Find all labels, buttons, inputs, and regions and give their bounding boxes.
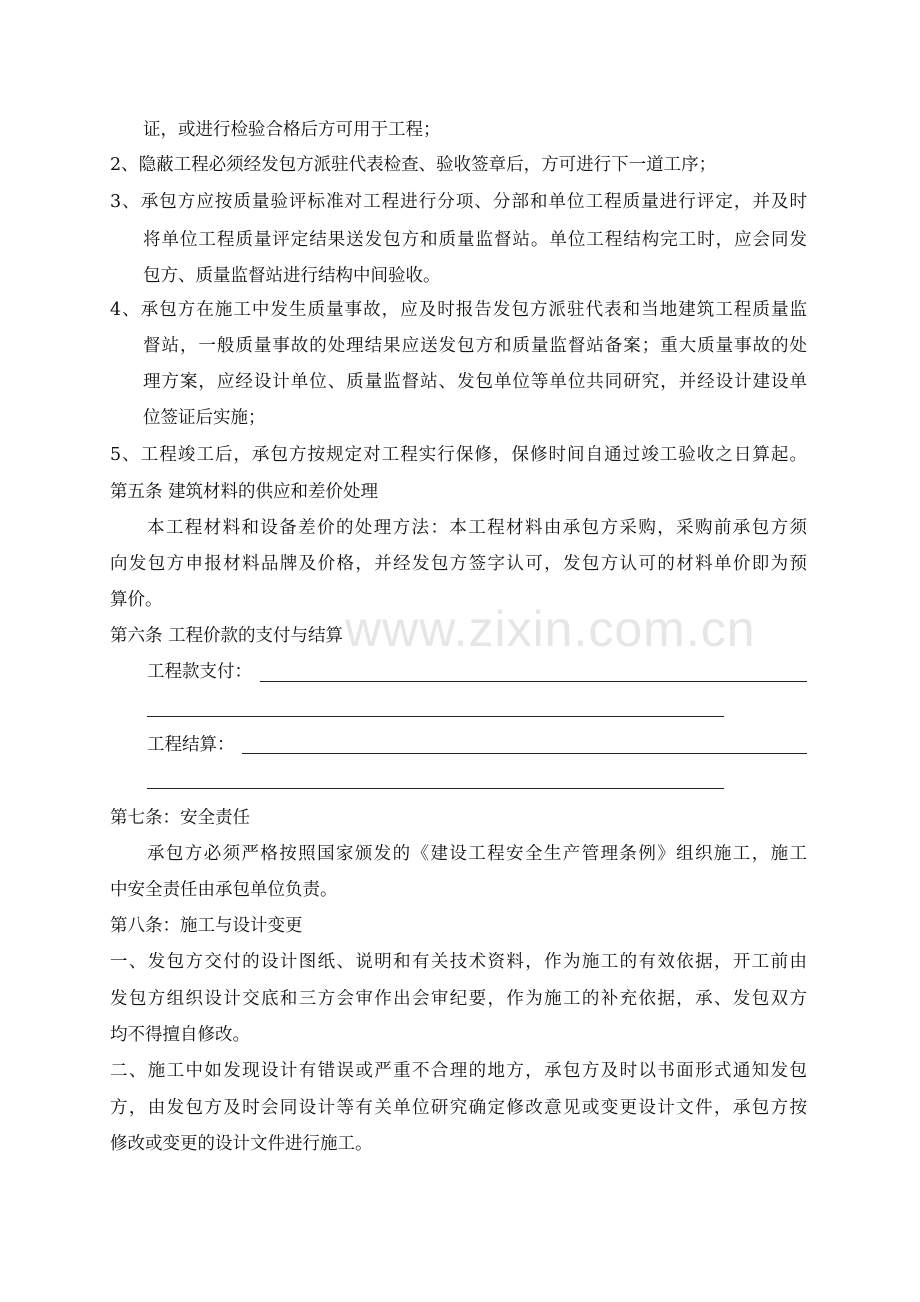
article-8-item-2-line-3: 修改或变更的设计文件进行施工。 xyxy=(110,1134,373,1154)
item-4-line-2: 督站，一般质量事故的处理结果应送发包方和质量监督站备案；重大质量事故的处 xyxy=(143,336,807,356)
article-5-para-line-3: 算价。 xyxy=(110,590,163,610)
payment-label: 工程款支付： xyxy=(147,662,252,682)
article-7-heading: 第七条：安全责任 xyxy=(110,808,250,828)
item-4-line-4: 位签证后实施； xyxy=(143,408,266,428)
watermark: www.zixin.com.cn xyxy=(345,601,756,657)
article-8-item-2-line-1: 二、施工中如发现设计有错误或严重不合理的地方，承包方及时以书面形式通知发包 xyxy=(110,1061,807,1081)
article-6-heading: 第六条 工程价款的支付与结算 xyxy=(110,626,344,646)
settlement-label: 工程结算： xyxy=(147,735,235,755)
item-2: 2、隐蔽工程必须经发包方派驻代表检查、验收签章后，方可进行下一道工序； xyxy=(110,155,717,175)
article-7-para-line-2: 中安全责任由承包单位负责。 xyxy=(110,880,338,900)
article-8-item-1-line-2: 发包方组织设计交底和三方会审作出会审纪要，作为施工的补充依据，承、发包双方 xyxy=(110,989,807,1009)
settlement-blank-line-1 xyxy=(242,753,807,754)
settlement-blank-line-2 xyxy=(147,788,724,789)
article-5-para-line-2: 向发包方申报材料品牌及价格，并经发包方签字认可，发包方认可的材料单价即为预 xyxy=(110,554,807,574)
article-8-item-2-line-2: 方，由发包方及时会同设计等有关单位研究确定修改意见或变更设计文件，承包方按 xyxy=(110,1098,807,1118)
item-3-line-2: 将单位工程质量评定结果送发包方和质量监督站。单位工程结构完工时，应会同发 xyxy=(143,230,807,250)
item-1-continuation: 证，或进行检验合格后方可用于工程； xyxy=(143,120,441,140)
item-4-line-3: 理方案，应经设计单位、质量监督站、发包单位等单位共同研究，并经设计建设单 xyxy=(143,372,807,392)
article-8-item-1-line-3: 均不得擅自修改。 xyxy=(110,1025,250,1045)
payment-blank-line-1 xyxy=(260,681,807,682)
article-8-item-1-line-1: 一、发包方交付的设计图纸、说明和有关技术资料，作为施工的有效依据，开工前由 xyxy=(110,952,807,972)
payment-blank-line-2 xyxy=(147,716,724,717)
article-5-heading: 第五条 建筑材料的供应和差价处理 xyxy=(110,482,379,502)
item-3-line-1: 3、承包方应按质量验评标准对工程进行分项、分部和单位工程质量进行评定，并及时 xyxy=(110,192,807,212)
article-7-para-line-1: 承包方必须严格按照国家颁发的《建设工程安全生产管理条例》组织施工，施工 xyxy=(147,844,807,864)
item-3-line-3: 包方、质量监督站进行结构中间验收。 xyxy=(143,266,441,286)
article-8-heading: 第八条：施工与设计变更 xyxy=(110,916,303,936)
article-5-para-line-1: 本工程材料和设备差价的处理方法：本工程材料由承包方采购，采购前承包方须 xyxy=(147,518,807,538)
item-4-line-1: 4、承包方在施工中发生质量事故，应及时报告发包方派驻代表和当地建筑工程质量监 xyxy=(110,300,807,320)
item-5: 5、工程竣工后，承包方按规定对工程实行保修，保修时间自通过竣工验收之日算起。 xyxy=(110,445,807,465)
